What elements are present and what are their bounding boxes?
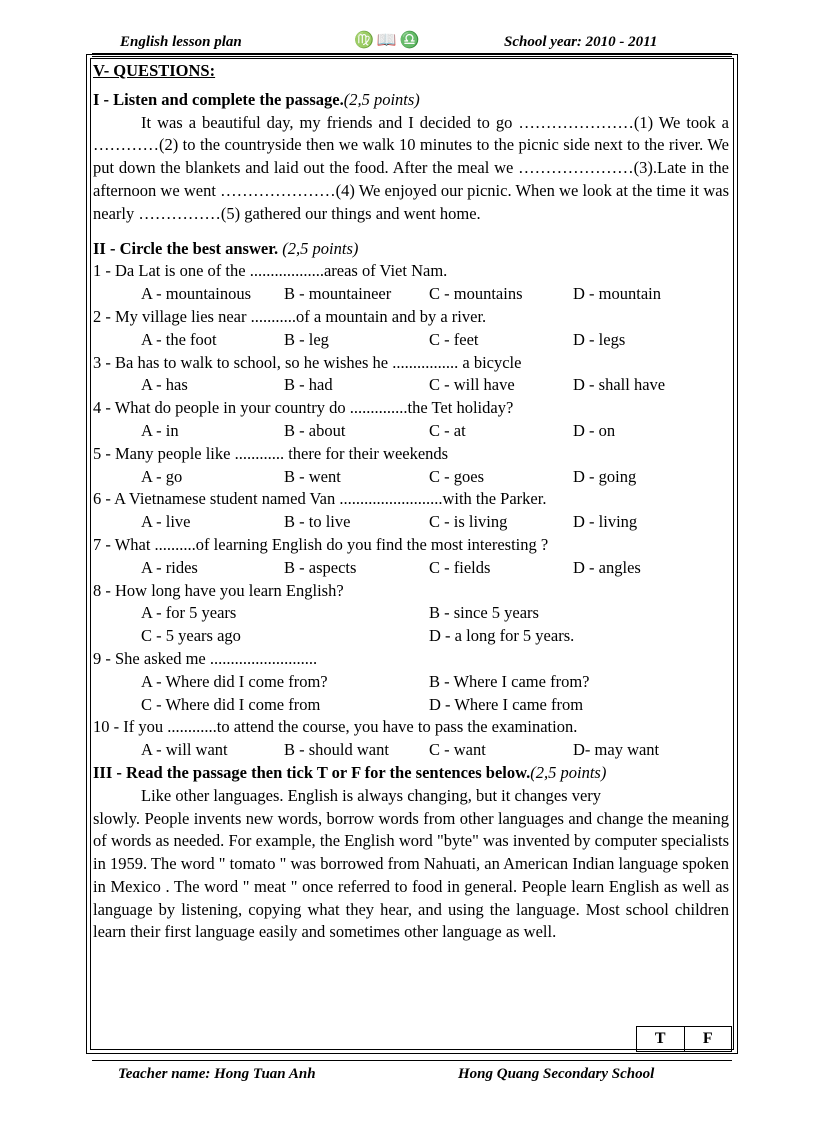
page-title: V- QUESTIONS: <box>93 61 216 80</box>
footer-rule <box>92 1060 732 1061</box>
option-b[interactable]: B - about <box>284 420 346 440</box>
section3-first-line: Like other languages. English is always changing, but it changes very <box>141 785 602 805</box>
section3-points: (2,5 points) <box>530 762 607 782</box>
answer-options <box>93 739 729 762</box>
section1-heading <box>93 89 729 112</box>
option-a[interactable]: A - the foot <box>141 329 217 349</box>
option-a[interactable]: A - live <box>141 512 191 532</box>
answer-options <box>93 602 729 625</box>
question: 8 - How long have you learn English? <box>93 580 344 600</box>
option-b[interactable]: B - to live <box>284 512 351 532</box>
section3-passage: slowly. People invents new words, borrow words from other languages and change the meaning of words as needed. For example, the English word "byte" was invented by computer specialists in 1959. The word " tomato " was borrowed from Nahuati, an American Indian language spoken in Mexico . The word " meat " once referred to food in general. People learn English as well as language by listening, copying what they hear, and using the language. Most school children learn their first language easily and sometimes other language as well. <box>93 808 729 942</box>
option-a[interactable]: A - mountainous <box>141 284 251 304</box>
header-symbols: ♍📖♎ <box>354 32 423 49</box>
option-a[interactable]: A - has <box>141 375 188 395</box>
question: 9 - She asked me .......................... <box>93 648 318 668</box>
option-b[interactable]: B - Where I came from? <box>429 671 590 691</box>
question-list <box>93 260 729 762</box>
true-false-table <box>636 1026 732 1052</box>
option-d[interactable]: D - legs <box>573 329 626 349</box>
question: 10 - If you ............to attend the course, you have to pass the examination. <box>93 717 578 737</box>
answer-options <box>93 374 729 397</box>
answer-options <box>93 329 729 352</box>
question: 6 - A Vietnamese student named Van .........................with the Parker. <box>93 489 547 509</box>
section3-heading <box>93 762 729 785</box>
option-c[interactable]: C - will have <box>429 375 515 395</box>
page-content <box>93 60 729 944</box>
question: 7 - What ..........of learning English do you find the most interesting ? <box>93 534 549 554</box>
option-c[interactable]: C - fields <box>429 557 491 577</box>
question: 2 - My village lies near ...........of a mountain and by a river. <box>93 306 487 326</box>
option-b[interactable]: B - aspects <box>284 557 357 577</box>
option-a[interactable]: A - for 5 years <box>141 603 237 623</box>
option-b[interactable]: B - since 5 years <box>429 603 539 623</box>
option-d[interactable]: D - living <box>573 512 638 532</box>
answer-options <box>93 557 729 580</box>
section3-label: III - Read the passage then tick T or F for the sentences below. <box>93 762 531 782</box>
option-c[interactable]: C - is living <box>429 512 508 532</box>
section1-label: I - Listen and complete the passage. <box>93 89 344 109</box>
question: 3 - Ba has to walk to school, so he wishes he ................ a bicycle <box>93 352 522 372</box>
option-c[interactable]: C - 5 years ago <box>141 626 241 646</box>
option-d[interactable]: D - shall have <box>573 375 666 395</box>
question: 4 - What do people in your country do ..............the Tet holiday? <box>93 398 514 418</box>
header-right: School year: 2010 - 2011 <box>504 34 658 50</box>
page-header <box>92 30 732 52</box>
answer-options <box>93 283 729 306</box>
option-a[interactable]: A - in <box>141 420 179 440</box>
option-d[interactable]: D - Where I came from <box>429 694 584 714</box>
answer-options <box>93 466 729 489</box>
option-d[interactable]: D - on <box>573 420 616 440</box>
tf-false-header: F <box>702 1030 713 1047</box>
option-d[interactable]: D - mountain <box>573 284 661 304</box>
option-a[interactable]: A - go <box>141 466 183 486</box>
question: 5 - Many people like ............ there for their weekends <box>93 443 449 463</box>
section1-points: (2,5 points) <box>343 89 420 109</box>
option-c[interactable]: C - goes <box>429 466 484 486</box>
option-b[interactable]: B - mountaineer <box>284 284 392 304</box>
answer-options <box>93 671 729 694</box>
header-left: English lesson plan <box>120 34 242 50</box>
answer-options <box>93 694 729 717</box>
page-footer <box>92 1058 732 1088</box>
option-a[interactable]: A - Where did I come from? <box>141 671 328 691</box>
option-d[interactable]: D - a long for 5 years. <box>429 626 575 646</box>
section2-points: (2,5 points) <box>282 238 359 258</box>
answer-options <box>93 511 729 534</box>
footer-teacher: Teacher name: Hong Tuan Anh <box>118 1066 316 1082</box>
option-b[interactable]: B - went <box>284 466 341 486</box>
option-b[interactable]: B - leg <box>284 329 329 349</box>
question: 1 - Da Lat is one of the ..................areas of Viet Nam. <box>93 261 448 281</box>
option-d[interactable]: D - going <box>573 466 637 486</box>
tf-true-header: T <box>637 1027 685 1051</box>
option-c[interactable]: C - want <box>429 740 486 760</box>
option-b[interactable]: B - should want <box>284 740 389 760</box>
option-d[interactable]: D- may want <box>573 740 660 760</box>
option-a[interactable]: A - rides <box>141 557 198 577</box>
section1-passage: It was a beautiful day, my friends and I decided to go …………………(1) We took a …………(2) to the countryside then we walk 10 minutes to the picnic side next to the river. We put down the blankets and laid out the food. After the meal we …………………(3).Late in the afternoon we went …………………(4) We enjoyed our picnic. When we look at the time it was nearly ……………(5) gathered our things and went home. <box>93 112 729 223</box>
option-a[interactable]: A - will want <box>141 740 228 760</box>
option-c[interactable]: C - mountains <box>429 284 523 304</box>
option-c[interactable]: C - at <box>429 420 466 440</box>
answer-options <box>93 625 729 648</box>
option-d[interactable]: D - angles <box>573 557 641 577</box>
option-c[interactable]: C - Where did I come from <box>141 694 321 714</box>
option-c[interactable]: C - feet <box>429 329 479 349</box>
footer-school: Hong Quang Secondary School <box>458 1066 655 1082</box>
section2-heading <box>93 238 729 261</box>
option-b[interactable]: B - had <box>284 375 333 395</box>
section2-label: II - Circle the best answer. <box>93 238 279 258</box>
answer-options <box>93 420 729 443</box>
